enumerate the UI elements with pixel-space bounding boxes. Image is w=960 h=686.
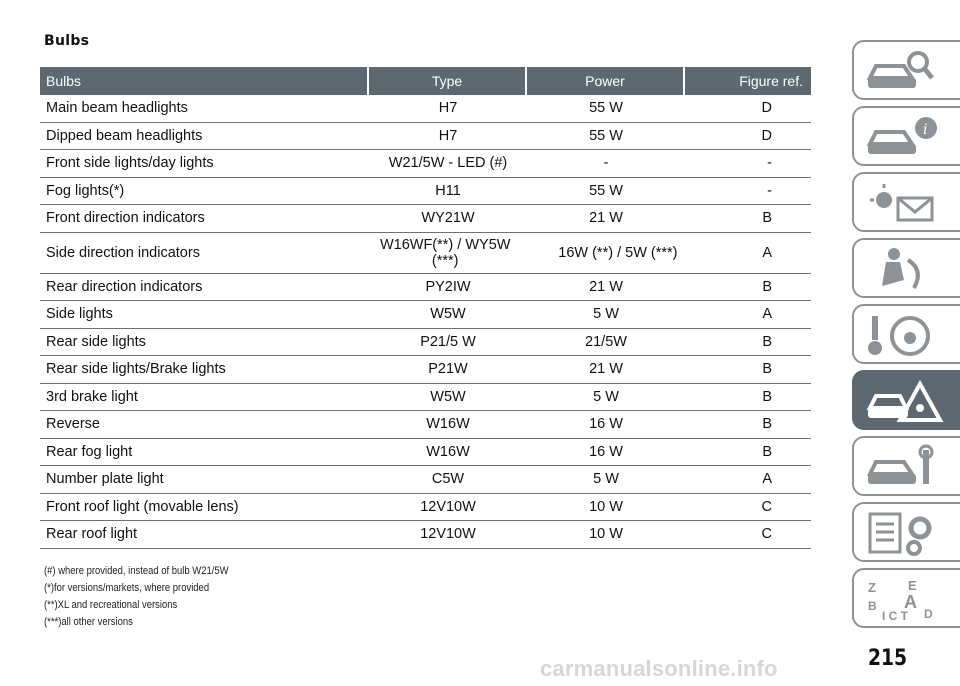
svg-text:A: A <box>904 592 917 612</box>
bulb-power-cell: 16 W <box>589 416 623 433</box>
table-row <box>40 123 811 151</box>
table-row <box>40 521 811 549</box>
table-row <box>40 411 811 439</box>
bulb-type-cell: W16W <box>426 416 470 433</box>
bulb-power-cell: 55 W <box>589 100 623 117</box>
header-power: Power <box>527 67 683 95</box>
footnotes <box>44 563 259 631</box>
footnote: (**)XL and recreational versions <box>44 599 178 611</box>
bulb-type-cell: C5W <box>431 471 465 488</box>
bulb-name-cell: Rear side lights/Brake lights <box>46 361 226 378</box>
bulb-power-cell: 5 W <box>593 388 619 405</box>
table-row <box>40 178 811 206</box>
svg-text:B: B <box>868 599 877 613</box>
bulb-power-cell: 10 W <box>589 498 623 515</box>
bulb-power-cell: - <box>603 155 609 172</box>
figure-ref-cell: D <box>761 100 772 117</box>
bulb-power-cell: 10 W <box>589 526 623 543</box>
bulb-power-cell: 21/5W <box>585 333 627 350</box>
header-figure-ref: Figure ref. <box>685 67 811 95</box>
figure-ref-cell: C <box>761 526 772 543</box>
bulb-name-cell: Side lights <box>46 306 113 323</box>
bulb-type-cell: 12V10W <box>420 526 476 543</box>
alphabetical-index-icon <box>864 576 944 622</box>
bulb-name-cell: Front direction indicators <box>46 210 205 227</box>
table-row <box>40 494 811 522</box>
table-row <box>40 439 811 467</box>
bulb-power-cell: 5 W <box>593 471 619 488</box>
figure-ref-cell: A <box>762 471 772 488</box>
figure-ref-cell: B <box>762 416 772 433</box>
figure-ref-cell: B <box>762 278 772 295</box>
header-type: Type <box>369 67 525 95</box>
bulb-type-cell: W5W <box>430 388 466 405</box>
tab-starting-driving[interactable] <box>852 304 960 364</box>
car-wrench-icon <box>864 444 944 490</box>
figure-ref-cell: C <box>761 498 772 515</box>
bulb-type-cell: W5W <box>430 306 466 323</box>
svg-text:i: i <box>923 122 928 138</box>
bulb-power-cell: 5 W <box>593 306 619 323</box>
specs-gear-icon <box>864 510 944 556</box>
bulb-power-cell: 16 W <box>589 443 623 460</box>
svg-text:Z: Z <box>868 580 876 595</box>
figure-ref-cell: - <box>767 182 772 199</box>
bulb-power-cell: 55 W <box>589 182 623 199</box>
figure-ref-cell: B <box>762 210 772 227</box>
bulb-name-cell: Rear fog light <box>46 443 133 460</box>
bulb-name-cell: Fog lights(*) <box>46 182 125 199</box>
bulb-type-cell: W16WF(**) / WY5W (***) <box>379 236 511 269</box>
table-row <box>40 466 811 494</box>
table-row <box>40 274 811 302</box>
table-row <box>40 233 811 274</box>
figure-ref-cell: B <box>762 361 772 378</box>
bulb-name-cell: Dipped beam headlights <box>46 127 203 144</box>
bulb-name-cell: Rear roof light <box>46 526 138 543</box>
section-title: Bulbs <box>44 33 90 49</box>
bulb-name-cell: Main beam headlights <box>46 100 188 117</box>
tab-emergency[interactable] <box>852 370 960 430</box>
table-row <box>40 205 811 233</box>
bulb-type-cell: WY21W <box>421 210 475 227</box>
table-header <box>40 67 811 95</box>
tab-safety[interactable] <box>852 238 960 298</box>
header-bulbs: Bulbs <box>40 67 367 95</box>
bulb-type-cell: H7 <box>438 100 458 117</box>
bulb-type-cell: P21/5 W <box>420 333 476 350</box>
figure-ref-cell: - <box>767 155 772 172</box>
key-steering-wheel-icon <box>864 312 944 358</box>
footnote: (*)for versions/markets, where provided <box>44 582 210 594</box>
bulb-type-cell: W16W <box>426 443 470 460</box>
watermark: carmanualsonline.info <box>540 656 778 681</box>
bulb-power-cell: 16W (**) / 5W (***) <box>558 244 678 261</box>
bulb-name-cell: Reverse <box>46 416 100 433</box>
bulb-name-cell: Front side lights/day lights <box>46 155 214 172</box>
bulb-name-cell: Front roof light (movable lens) <box>46 498 239 515</box>
table-row <box>40 329 811 357</box>
page-number: 215 <box>868 646 908 671</box>
svg-text:E: E <box>908 578 917 593</box>
figure-ref-cell: B <box>762 388 772 405</box>
bulb-type-cell: PY2IW <box>425 278 471 295</box>
figure-ref-cell: B <box>762 333 772 350</box>
seat-airbag-icon <box>864 246 944 292</box>
figure-ref-cell: D <box>761 127 772 144</box>
tab-maintenance[interactable] <box>852 436 960 496</box>
figure-ref-cell: A <box>762 306 772 323</box>
tab-car-search[interactable] <box>852 40 960 100</box>
bulb-power-cell: 55 W <box>589 127 623 144</box>
bulb-name-cell: 3rd brake light <box>46 388 138 405</box>
footnote: (***)all other versions <box>44 616 133 628</box>
figure-ref-cell: B <box>762 443 772 460</box>
bulb-name-cell: Rear direction indicators <box>46 278 203 295</box>
table-row <box>40 356 811 384</box>
bulb-name-cell: Side direction indicators <box>46 244 200 261</box>
bulb-name-cell: Rear side lights <box>46 333 146 350</box>
car-search-icon <box>864 48 944 94</box>
bulb-type-cell: P21W <box>428 361 468 378</box>
bulb-type-cell: W21/5W - LED (#) <box>388 155 508 172</box>
bulb-power-cell: 21 W <box>589 361 623 378</box>
bulb-name-cell: Number plate light <box>46 471 164 488</box>
table-row <box>40 150 811 178</box>
svg-text:I C T: I C T <box>882 609 908 622</box>
bulb-type-cell: H11 <box>435 182 461 199</box>
bulb-power-cell: 21 W <box>589 278 623 295</box>
warning-light-message-icon <box>864 180 944 226</box>
bulb-type-cell: H7 <box>438 127 458 144</box>
bulb-type-cell: 12V10W <box>420 498 476 515</box>
bulbs-table <box>40 67 811 549</box>
table-row <box>40 95 811 123</box>
bulb-power-cell: 21 W <box>589 210 623 227</box>
table-row <box>40 384 811 412</box>
footnote: (#) where provided, instead of bulb W21/5W <box>44 565 229 577</box>
svg-text:D: D <box>924 607 933 621</box>
car-breakdown-warning-icon <box>864 378 944 424</box>
car-info-icon <box>864 114 944 160</box>
tab-index[interactable] <box>852 568 960 628</box>
figure-ref-cell: A <box>762 244 772 261</box>
tab-car-info[interactable] <box>852 106 960 166</box>
tab-warning-lights[interactable] <box>852 172 960 232</box>
table-row <box>40 301 811 329</box>
tab-technical-data[interactable] <box>852 502 960 562</box>
